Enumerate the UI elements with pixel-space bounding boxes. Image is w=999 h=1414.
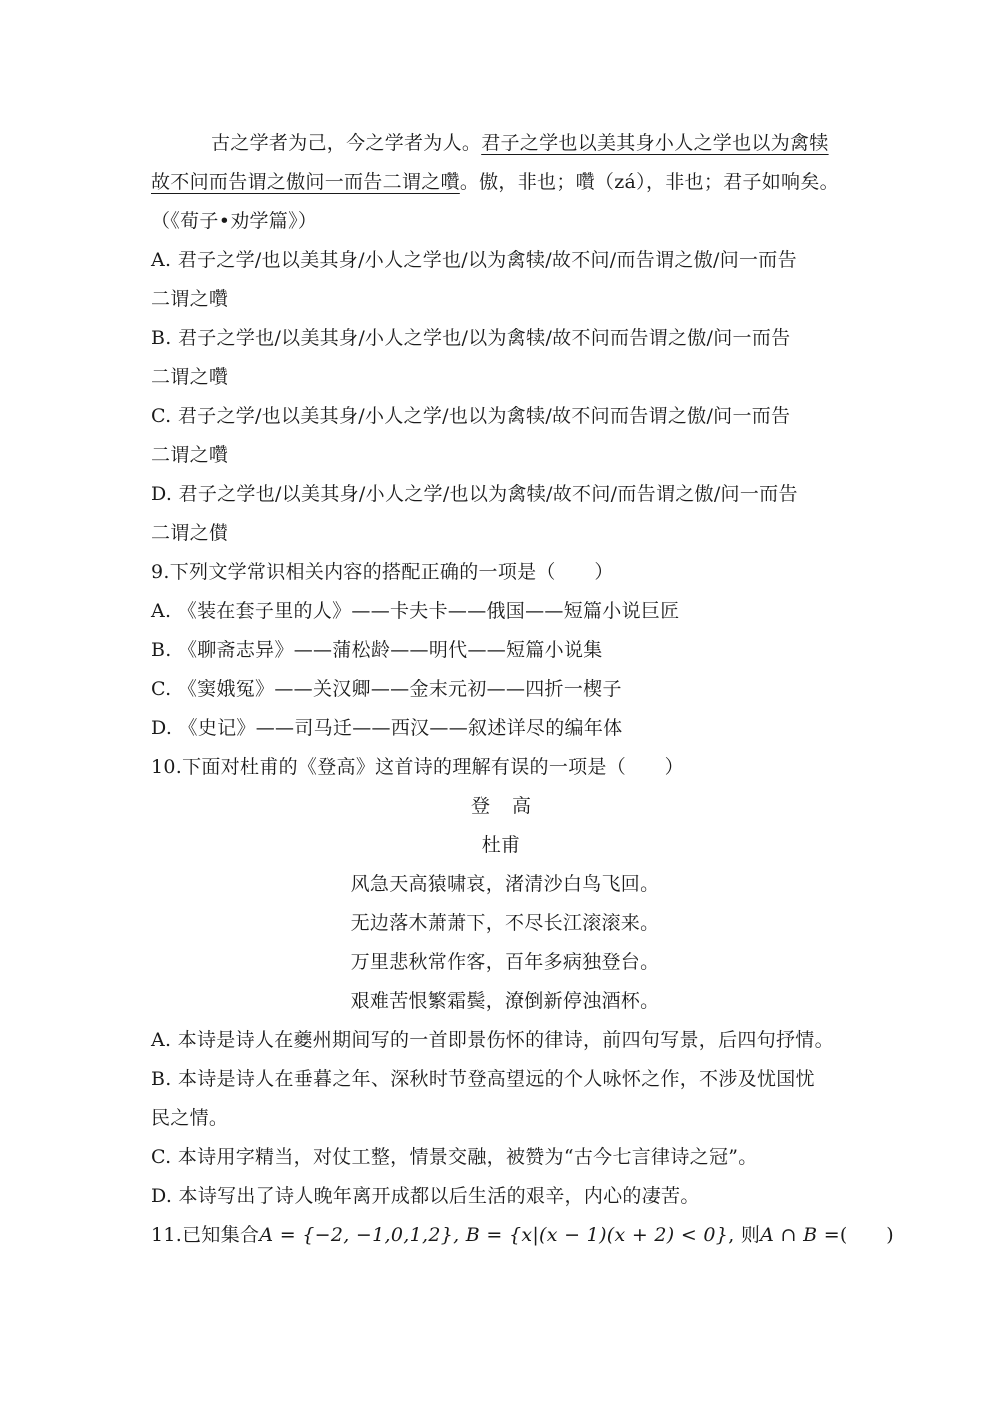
q11-text: , 则	[728, 1224, 761, 1246]
passage-text: 古之学者为己，今之学者为人。	[211, 132, 482, 154]
q9-option-a: A. 《装在套子里的人》——卡夫卡——俄国——短篇小说巨匠	[151, 600, 680, 622]
poem-line-4: 艰难苦恨繁霜鬓，潦倒新停浊酒杯。	[350, 990, 660, 1012]
passage-line-2	[151, 163, 851, 202]
poem-line-2: 无边落木萧萧下，不尽长江滚滚来。	[350, 912, 660, 934]
math-sets: A = {−2, −1,0,1,2}, B = {x|(x − 1)(x + 2) < 0}	[259, 1224, 729, 1246]
q10-option-b: B. 本诗是诗人在垂暮之年、深秋时节登高望远的个人咏怀之作，不涉及忧国忧	[151, 1068, 815, 1090]
passage-line-1	[151, 124, 851, 163]
q11-stem	[151, 1216, 894, 1255]
poem-title-text: 登高	[470, 795, 553, 817]
q8-option-c: C. 君子之学/也以美其身/小人之学/也以为禽犊/故不问而告谓之傲/问一而告	[151, 405, 791, 427]
document-page	[151, 124, 894, 1255]
q10-option-d: D. 本诗写出了诗人晚年离开成都以后生活的艰辛，内心的凄苦。	[151, 1185, 700, 1207]
underlined-text: 故不问而告谓之傲问一而告二谓之囋	[151, 171, 460, 193]
q11-text: 已知集合	[182, 1224, 260, 1246]
q10-option-c: C. 本诗用字精当，对仗工整，情景交融，被赞为“古今七言律诗之冠”。	[151, 1146, 758, 1168]
q8-option-d: D. 君子之学也/以美其身/小人之学/也以为禽犊/故不问/而告谓之傲/问一而告	[151, 483, 798, 505]
passage-text: 。傲，非也；囋（zá），非也；君子如响矣。	[459, 171, 839, 193]
poem-line-1: 风急天高猿啸哀，渚清沙白鸟飞回。	[350, 873, 660, 895]
underlined-text: 君子之学也以美其身小人之学也以为禽犊	[481, 132, 829, 154]
q10-stem: 10.下面对杜甫的《登高》这首诗的理解有误的一项是（ ）	[151, 756, 684, 778]
q8-option-b: B. 君子之学也/以美其身/小人之学也/以为禽犊/故不问而告谓之傲/问一而告	[151, 327, 791, 349]
q9-option-b: B. 《聊斋志异》——蒲松龄——明代——短篇小说集	[151, 639, 603, 661]
question-number: 11.	[151, 1224, 183, 1246]
q9-option-c: C. 《窦娥冤》——关汉卿——金末元初——四折一楔子	[151, 678, 622, 700]
passage-source: （《荀子•劝学篇》）	[151, 210, 318, 232]
q8-option-a-cont: 二谓之囋	[151, 288, 229, 310]
q8-option-c-cont: 二谓之囋	[151, 444, 229, 466]
q8-option-d-cont: 二谓之儧	[151, 522, 229, 544]
poem-line-3: 万里悲秋常作客，百年多病独登台。	[350, 951, 660, 973]
q10-option-b-cont: 民之情。	[151, 1107, 229, 1129]
q9-option-d: D. 《史记》——司马迁——西汉——叙述详尽的编年体	[151, 717, 623, 739]
q8-option-b-cont: 二谓之囋	[151, 366, 229, 388]
answer-blank: ( )	[839, 1224, 894, 1246]
math-expression: A ∩ B =	[760, 1224, 840, 1246]
poem-title	[151, 787, 851, 826]
poem-author: 杜甫	[481, 834, 521, 856]
q8-option-a: A. 君子之学/也以美其身/小人之学也/以为禽犊/故不问/而告谓之傲/问一而告	[151, 249, 797, 271]
q9-stem: 9.下列文学常识相关内容的搭配正确的一项是（ ）	[151, 561, 614, 583]
q10-option-a: A. 本诗是诗人在夔州期间写的一首即景伤怀的律诗，前四句写景，后四句抒情。	[151, 1029, 834, 1051]
